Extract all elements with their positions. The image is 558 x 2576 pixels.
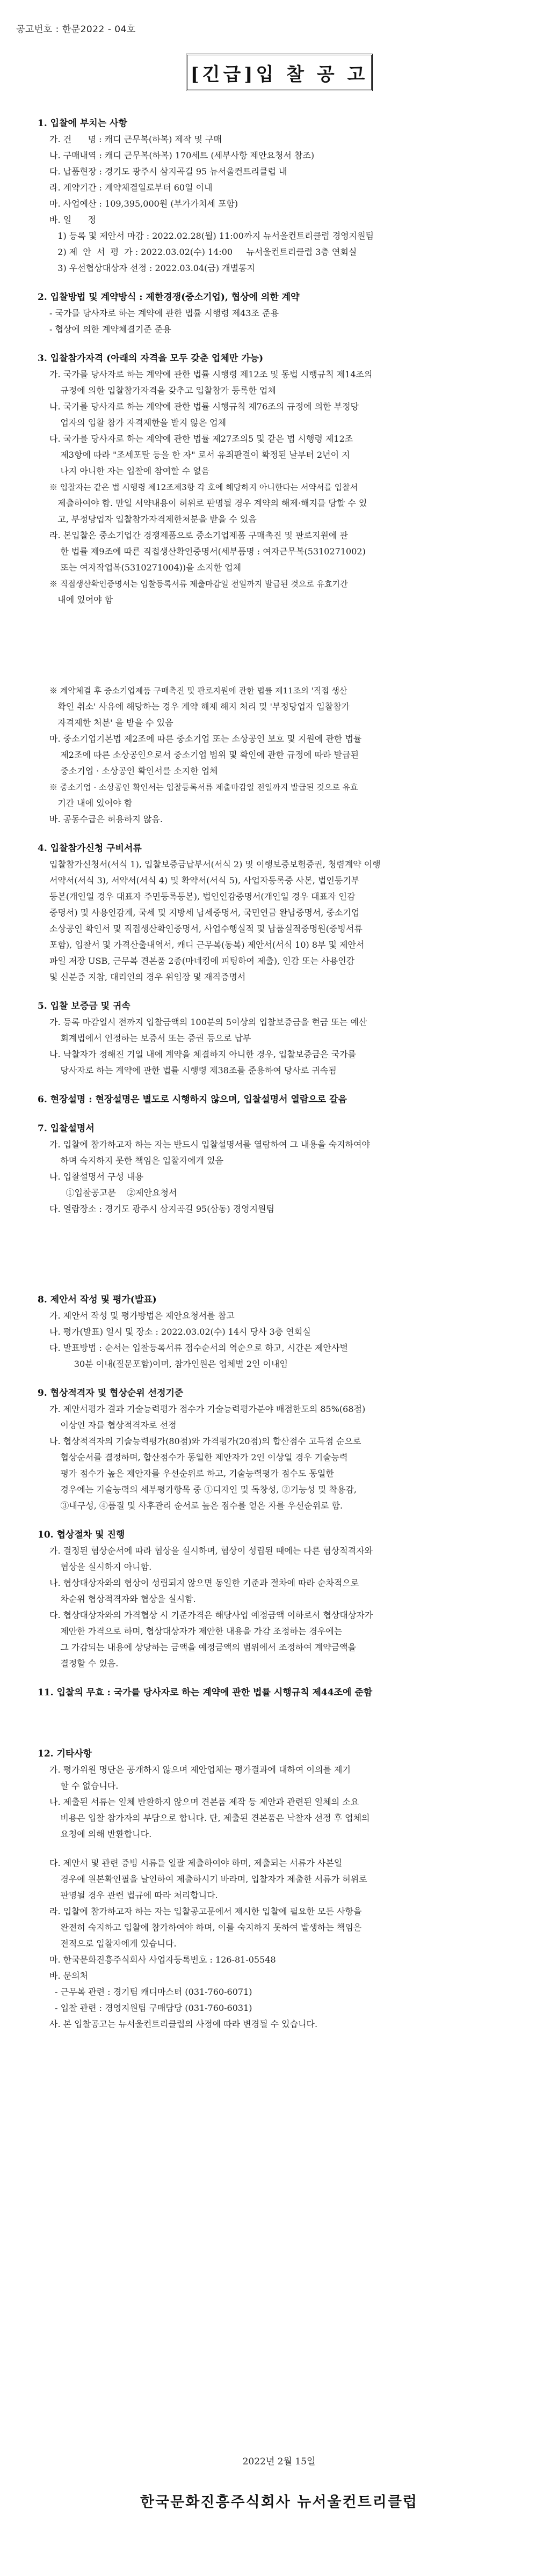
- section-11: [38, 1527, 521, 1672]
- section-line: 및 신분증 지참, 대리인의 경우 위임장 및 재직증명서: [49, 972, 246, 982]
- section-3: [38, 350, 521, 608]
- section-line: - 협상에 의한 계약체결기준 준용: [49, 324, 171, 334]
- section-12: [38, 1685, 521, 1701]
- section-title: 12. 기타사항: [38, 1748, 92, 1759]
- section-line: 나. 평가(발표) 일시 및 장소 : 2022.03.02(수) 14시 당사 3층 연회실: [49, 1327, 311, 1337]
- section-2: [38, 289, 521, 338]
- section-line: 확인 취소' 사유에 해당하는 경우 계약 해제 해지 처리 및 '부정당업자 입찰참가: [49, 701, 350, 712]
- section-line: 당사자로 하는 계약에 관한 법률 시행령 제38조를 준용하여 당사로 귀속됨: [49, 1065, 337, 1075]
- section-line: 경우에 원본확인필을 날인하여 제출하시기 바라며, 입찰자가 제출한 서류가 허위로: [49, 1874, 367, 1884]
- section-line: 마. 사업예산 : 109,395,000원 (부가가치세 포함): [49, 199, 238, 209]
- section-line: 비용은 입찰 참가자의 부담으로 합니다. 단, 제출된 견본품은 낙찰자 선정 후 업체의: [49, 1813, 370, 1823]
- section-title: 3. 입찰참가자격 (아래의 자격을 모두 갖춘 업체만 가능): [38, 353, 264, 364]
- notice-number: 공고번호 : 한문2022 - 04호: [16, 24, 136, 35]
- section-line: 바. 일 정: [49, 215, 97, 225]
- section-line: 제2조에 따른 소상공인으로서 중소기업 범위 및 확인에 관한 규정에 따라 발급된: [49, 750, 359, 760]
- page-gap: [38, 1714, 521, 1746]
- section-line: 고, 부정당업자 입찰참가자격제한처분을 받을 수 있음: [49, 514, 257, 524]
- section-line: 3) 우선협상대상자 선정 : 2022.03.04(금) 개별통지: [49, 263, 255, 273]
- section-4: [38, 683, 521, 828]
- section-line: 평가 점수가 높은 제안자를 우선순위로 하고, 기술능력평가 점수도 동일한: [49, 1468, 334, 1479]
- section-line: 나지 아니한 자는 입찰에 참여할 수 없음: [49, 466, 210, 476]
- section-line: 나. 입찰설명서 구성 내용: [49, 1172, 143, 1182]
- section-line: 라. 계약기간 : 계약체결일로부터 60일 이내: [49, 182, 213, 193]
- section-9: [38, 1292, 521, 1372]
- section-line: 제출하여야 함. 만일 서약내용이 허위로 판명될 경우 계약의 해제·해지를 당할 수 있: [49, 498, 367, 508]
- section-line: 결정할 수 있음.: [49, 1658, 119, 1668]
- section-line: 한 법률 제9조에 따른 직접생산확인증명서(세부품명 : 여자근무복(5310271002): [49, 546, 366, 557]
- section-line: 등본(개인일 경우 대표자 주민등록등본), 법인인감증명서(개인일 경우 대표자 인감: [49, 891, 356, 902]
- section-line: 전적으로 입찰자에게 있습니다.: [49, 1938, 177, 1949]
- section-line: 협상을 실시하지 아니함.: [49, 1562, 152, 1572]
- section-line: 서약서(서식 3), 서약서(서식 4) 및 확약서(서식 5), 사업자등록증 사본, 법인등기부: [49, 875, 360, 885]
- section-line: 가. 제안서 작성 및 평가방법은 제안요청서를 참고: [49, 1311, 235, 1321]
- section-line: 마. 중소기업기본법 제2조에 따른 중소기업 또는 소상공인 보호 및 지원에 관한 법률: [49, 734, 362, 744]
- section-line: 바. 공동수급은 허용하지 않음.: [49, 814, 163, 824]
- section-title: 4. 입찰참가신청 구비서류: [38, 843, 142, 854]
- section-line: 차순위 협상적격자와 협상을 실시함.: [49, 1594, 196, 1604]
- section-line: 가. 등록 마감일시 전까지 입찰금액의 100분의 5이상의 입찰보증금을 현금 또는 예산: [49, 1017, 367, 1027]
- section-6: [38, 998, 521, 1079]
- section-line: 증명서) 및 사용인감계, 국세 및 지방세 납세증명서, 국민연금 완납증명서, 중소기업: [49, 908, 360, 918]
- section-line: ※ 중소기업 · 소상공인 확인서는 입찰등록서류 제출마감일 전일까지 발급된 것으로 유효: [49, 782, 358, 792]
- section-line: 마. 한국문화진흥주식회사 사업자등록번호 : 126-81-05548: [49, 1955, 276, 1965]
- section-13: [38, 1746, 521, 1842]
- section-line: 나. 국가를 당사자로 하는 계약에 관한 법률 시행규칙 제76조의 규정에 의한 부정당: [49, 401, 359, 412]
- section-line: 또는 여자작업복(5310271004))을 소지한 업체: [49, 562, 242, 573]
- page-title: [긴급]입 찰 공 고: [190, 63, 368, 85]
- section-line: ※ 직접생산확인증명서는 입찰등록서류 제출마감일 전일까지 발급된 것으로 유효기간: [49, 579, 348, 589]
- section-line: 라. 본입찰은 중소기업간 경쟁제품으로 중소기업제품 구매촉진 및 판로지원에 관: [49, 530, 348, 540]
- section-line: 나. 협상대상자와의 협상이 성립되지 않으면 동일한 기준과 절차에 따라 순차적으로: [49, 1578, 359, 1588]
- section-line: 나. 협상적격자의 기술능력평가(80점)와 가격평가(20점)의 합산점수 고득점 순으로: [49, 1436, 361, 1446]
- section-line: 나. 구매내역 : 캐디 근무복(하복) 170세트 (세부사항 제안요청서 참조): [49, 150, 315, 160]
- section-title: 5. 입찰 보증금 및 귀속: [38, 1001, 131, 1012]
- section-line: 협상순서를 결정하며, 합산점수가 동일한 제안자가 2인 이상일 경우 기술능력: [49, 1452, 348, 1462]
- section-title: 2. 입찰방법 및 계약방식 : 제한경쟁(중소기업), 협상에 의한 계약: [38, 292, 300, 303]
- section-line: 다. 열람장소 : 경기도 광주시 삼지곡길 95(삼동) 경영지원팀: [49, 1204, 274, 1214]
- section-line: 그 가감되는 내용에 상당하는 금액을 예정금액의 범위에서 조정하여 계약금액을: [49, 1642, 357, 1652]
- section-title: 7. 입찰설명서: [38, 1123, 95, 1134]
- section-line: 파일 저장 USB, 근무복 견본품 2종(마네킹에 피팅하여 제출), 인감 또는 사용인감: [49, 956, 355, 966]
- section-line: 나. 낙찰자가 정해진 기일 내에 계약을 체결하지 아니한 경우, 입찰보증금은 국가를: [49, 1049, 357, 1059]
- section-line: 다. 발표방법 : 순서는 입찰등록서류 접수순서의 역순으로 하고, 시간은 제안사별: [49, 1343, 348, 1353]
- section-line: 이상인 자를 협상적격자로 선정: [49, 1420, 177, 1430]
- section-line: 다. 국가를 당사자로 하는 계약에 관한 법률 제27조의5 및 같은 법 시행령 제12조: [49, 434, 353, 444]
- section-7: [38, 1092, 521, 1108]
- section-line: 가. 제안서평가 결과 기술능력평가 점수가 기술능력평가분야 배점한도의 85%(68점): [49, 1404, 366, 1414]
- section-line: ①입찰공고문 ②제안요청서: [49, 1188, 177, 1198]
- section-title: 11. 입찰의 무효 : 국가를 당사자로 하는 계약에 관한 법률 시행규칙 제44조에 준함: [38, 1687, 373, 1698]
- section-line: 경우에는 기술능력의 세부평가항목 중 ①디자인 및 독창성, ②기능성 및 착용감,: [49, 1484, 357, 1495]
- section-line: 포함), 입찰서 및 가격산출내역서, 캐디 근무복(동복) 제안서(서식 10) 8부 및 제안서: [49, 940, 365, 950]
- section-line: ③내구성, ④품질 및 사후관리 순서로 높은 점수를 얻은 자를 우선순위로 함.: [49, 1501, 343, 1511]
- section-line: 내에 있어야 함: [49, 595, 113, 605]
- section-line: 입찰참가신청서(서식 1), 입찰보증금납부서(서식 2) 및 이행보증보험증권, 청렴계약 이행: [49, 859, 381, 869]
- notice-body: [38, 115, 521, 2045]
- section-line: 가. 결정된 협상순서에 따라 협상을 실시하며, 협상이 성립된 때에는 다른 협상적격자와: [49, 1546, 373, 1556]
- issuer-name: 한국문화진흥주식회사 뉴서울컨트리클럽: [140, 2494, 418, 2511]
- section-line: 30분 이내(질문포함)이며, 참가인원은 업체별 2인 이내임: [49, 1359, 288, 1369]
- title-box: [186, 54, 373, 91]
- section-line: ※ 입찰자는 같은 법 시행령 제12조제3항 각 호에 해당하지 아니한다는 서약서를 입찰서: [49, 482, 358, 492]
- section-line: - 국가를 당사자로 하는 계약에 관한 법률 시행령 제43조 준용: [49, 308, 279, 318]
- section-line: 중소기업 · 소상공인 확인서를 소지한 업체: [49, 766, 218, 776]
- section-line: - 입찰 관련 : 경영지원팀 구매담당 (031-760-6031): [49, 2003, 252, 2013]
- section-line: 소상공인 확인서 및 직접생산확인증명서, 사업수행실적 및 납품실적증명원(증빙서류: [49, 924, 363, 934]
- section-14: [38, 1855, 521, 2032]
- section-title: 6. 현장설명 : 현장설명은 별도로 시행하지 않으며, 입찰설명서 열람으로 갈음: [38, 1094, 347, 1105]
- section-line: 회계법에서 인정하는 보증서 또는 증권 등으로 납부: [49, 1033, 251, 1043]
- section-line: 업자의 입찰 참가 자격제한을 받지 않은 업체: [49, 418, 227, 428]
- section-line: 가. 평가위원 명단은 공개하지 않으며 제안업체는 평가결과에 대하여 이의를 제기: [49, 1765, 351, 1775]
- section-line: 가. 입찰에 참가하고자 하는 자는 반드시 입찰설명서를 열람하여 그 내용을 숙지하여야: [49, 1139, 370, 1150]
- section-line: 2) 제 안 서 평 가 : 2022.03.02(수) 14:00 뉴서울컨트리클럽 3층 연회실: [49, 247, 357, 257]
- section-line: 판명될 경우 관련 법규에 따라 처리합니다.: [49, 1890, 218, 1900]
- section-line: 사. 본 입찰공고는 뉴서울컨트리클럽의 사정에 따라 변경될 수 있습니다.: [49, 2019, 318, 2029]
- section-title: 9. 협상적격자 및 협상순위 선정기준: [38, 1388, 184, 1399]
- section-line: 가. 건 명 : 캐디 근무복(하복) 제작 및 구매: [49, 134, 222, 144]
- section-line: 나. 제출된 서류는 일체 반환하지 않으며 견본품 제작 등 제안과 관련된 일체의 소요: [49, 1797, 359, 1807]
- issue-date: 2022년 2월 15일: [242, 2456, 316, 2467]
- section-line: 다. 협상대상자와의 가격협상 시 기준가격은 해당사업 예정금액 이하로서 협상대상자가: [49, 1610, 373, 1620]
- section-line: 요청에 의해 반환합니다.: [49, 1829, 152, 1839]
- section-line: 하며 숙지하지 못한 책임은 입찰자에게 있음: [49, 1155, 223, 1166]
- section-line: 규정에 의한 입찰참가자격을 갖추고 입찰참가 등록한 업체: [49, 385, 276, 396]
- section-line: - 근무복 관련 : 경기팀 캐디마스터 (031-760-6071): [49, 1987, 252, 1997]
- section-line: 바. 문의처: [49, 1971, 88, 1981]
- section-line: 제3항에 따라 "조세포탈 등을 한 자" 로서 유죄판결이 확정된 날부터 2년이 지: [49, 450, 350, 460]
- section-line: ※ 계약체결 후 중소기업제품 구매촉진 및 판로지원에 관한 법률 제11조의 '직접 생산: [49, 686, 347, 696]
- section-8: [38, 1121, 521, 1217]
- section-title: 1. 입찰에 부치는 사항: [38, 118, 127, 129]
- section-5: [38, 840, 521, 985]
- section-line: 완전히 숙지하고 입찰에 참가하여야 하며, 이를 숙지하지 못하여 발생하는 책임은: [49, 1922, 362, 1933]
- section-line: 라. 입찰에 참가하고자 하는 자는 입찰공고문에서 제시한 입찰에 필요한 모든 사항을: [49, 1906, 362, 1916]
- section-line: 기간 내에 있어야 함: [49, 798, 133, 808]
- page-gap: [38, 1230, 521, 1292]
- section-line: 자격제한 처분' 을 받을 수 있음: [49, 718, 173, 728]
- section-line: 다. 납품현장 : 경기도 광주시 삼지곡길 95 뉴서울컨트리클럽 내: [49, 166, 287, 177]
- section-line: 가. 국가를 당사자로 하는 계약에 관한 법률 시행령 제12조 및 동법 시행규칙 제14조의: [49, 369, 373, 379]
- section-line: 할 수 없습니다.: [49, 1781, 119, 1791]
- section-line: 제안한 가격으로 하며, 협상대상자가 제안한 내용을 가감 조정하는 경우에는: [49, 1626, 343, 1636]
- section-line: 1) 등록 및 제안서 마감 : 2022.02.28(월) 11:00까지 뉴서울컨트리클럽 경영지원팀: [49, 231, 374, 241]
- section-title: 8. 제안서 작성 및 평가(발표): [38, 1294, 157, 1305]
- section-10: [38, 1385, 521, 1514]
- section-line: 다. 제안서 및 관련 증빙 서류를 일괄 제출하여야 하며, 제출되는 서류가 사본일: [49, 1858, 343, 1868]
- page-gap: [38, 621, 521, 683]
- section-1: [38, 115, 521, 276]
- section-title: 10. 협상절차 및 진행: [38, 1529, 125, 1540]
